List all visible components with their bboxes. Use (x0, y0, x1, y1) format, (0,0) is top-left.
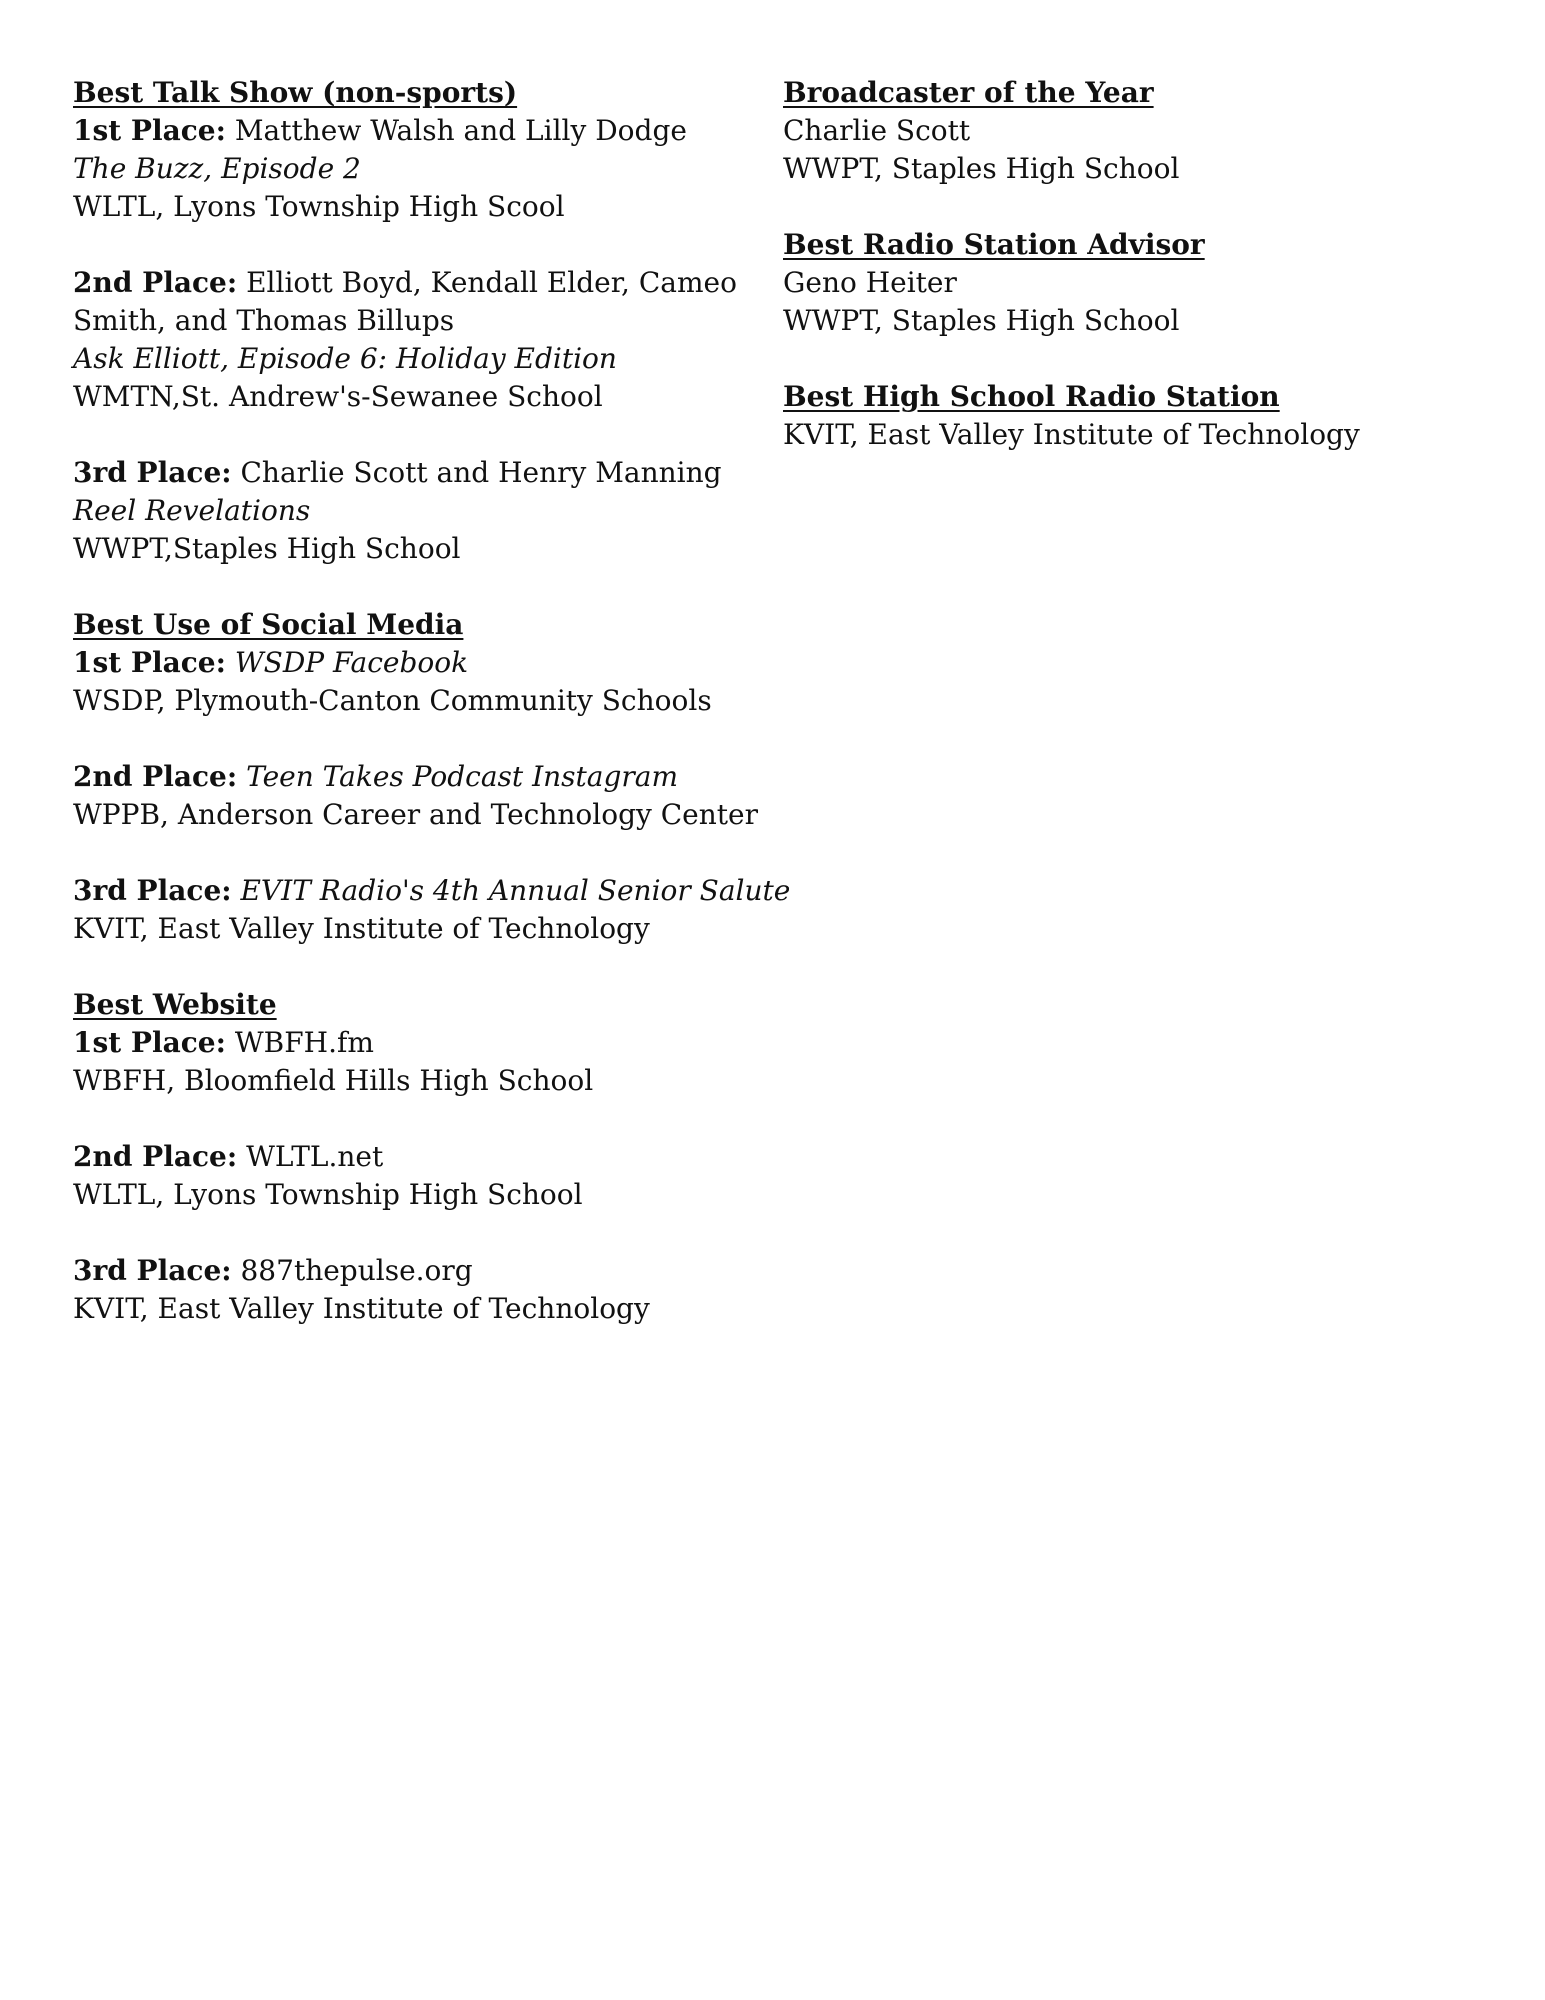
place-label: 1st Place: (73, 114, 226, 147)
category-heading: Best High School Radio Station (783, 380, 1280, 413)
award-entry-second (73, 264, 753, 340)
entry-title: The Buzz, Episode 2 (73, 152, 361, 185)
entry-title: Reel Revelations (73, 494, 311, 527)
category-social-media (73, 606, 791, 948)
station-name: KVIT, East Valley Institute of Technology (783, 418, 1360, 451)
spacer (73, 226, 753, 264)
category-high-school-radio-station (783, 378, 1483, 454)
award-entry-first (73, 1024, 753, 1062)
category-broadcaster-of-the-year (783, 74, 1483, 188)
place-label: 2nd Place: (73, 266, 238, 299)
entry-title: Teen Takes Podcast Instagram (237, 760, 679, 793)
award-entry-third (73, 872, 791, 910)
category-heading: Best Use of Social Media (73, 608, 464, 641)
spacer (73, 1214, 753, 1252)
category-talk-show (73, 74, 753, 568)
place-label: 2nd Place: (73, 1140, 238, 1173)
category-radio-station-advisor (783, 226, 1483, 340)
winner-name: Geno Heiter (783, 266, 957, 299)
station-name: WBFH, Bloomfield Hills High School (73, 1064, 594, 1097)
right-column (783, 74, 1483, 454)
category-heading: Best Website (73, 988, 277, 1021)
spacer (73, 720, 753, 758)
award-entry-third (73, 454, 753, 492)
place-label: 3rd Place: (73, 1254, 232, 1287)
station-name: WWPT, Staples High School (783, 152, 1180, 185)
place-label: 3rd Place: (73, 456, 232, 489)
category-heading: Best Radio Station Advisor (783, 228, 1205, 261)
category-website (73, 986, 753, 1328)
spacer (73, 834, 753, 872)
category-heading: Best Talk Show (non-sports) (73, 76, 518, 109)
spacer (73, 1100, 753, 1138)
place-label: 2nd Place: (73, 760, 238, 793)
place-label: 3rd Place: (73, 874, 232, 907)
station-name: WLTL, Lyons Township High School (73, 1178, 583, 1211)
award-entry-third (73, 1252, 753, 1290)
award-entry-first (73, 644, 753, 682)
winner-names: Charlie Scott and Henry Manning (231, 456, 722, 489)
station-name: WMTN,St. Andrew's-Sewanee School (73, 380, 603, 413)
station-name: WSDP, Plymouth-Canton Community Schools (73, 684, 712, 717)
place-label: 1st Place: (73, 1026, 226, 1059)
winner-names: Matthew Walsh and Lilly Dodge (225, 114, 687, 147)
station-name: WLTL, Lyons Township High Scool (73, 190, 565, 223)
place-label: 1st Place: (73, 646, 226, 679)
website-url: WBFH.fm (225, 1026, 374, 1059)
winner-names: Elliott Boyd, Kendall Elder, Cameo Smith, and Thomas Billups (73, 266, 737, 337)
entry-title: Ask Elliott, Episode 6: Holiday Edition (73, 342, 617, 375)
award-entry-first (73, 112, 753, 150)
spacer (73, 948, 753, 986)
spacer (783, 340, 1483, 378)
station-name: WWPT, Staples High School (783, 304, 1180, 337)
website-url: 887thepulse.org (231, 1254, 473, 1287)
entry-title: EVIT Radio's 4th Annual Senior Salute (231, 874, 791, 907)
entry-title: WSDP Facebook (225, 646, 469, 679)
station-name: WPPB, Anderson Career and Technology Center (73, 798, 758, 831)
award-entry-second (73, 758, 753, 796)
spacer (783, 188, 1483, 226)
station-name: KVIT, East Valley Institute of Technology (73, 1292, 650, 1325)
award-entry-second (73, 1138, 753, 1176)
left-column (73, 74, 791, 1328)
station-name: WWPT,Staples High School (73, 532, 461, 565)
station-name: KVIT, East Valley Institute of Technology (73, 912, 650, 945)
spacer (73, 416, 753, 454)
winner-name: Charlie Scott (783, 114, 971, 147)
category-heading: Broadcaster of the Year (783, 76, 1154, 109)
spacer (73, 568, 753, 606)
website-url: WLTL.net (237, 1140, 384, 1173)
